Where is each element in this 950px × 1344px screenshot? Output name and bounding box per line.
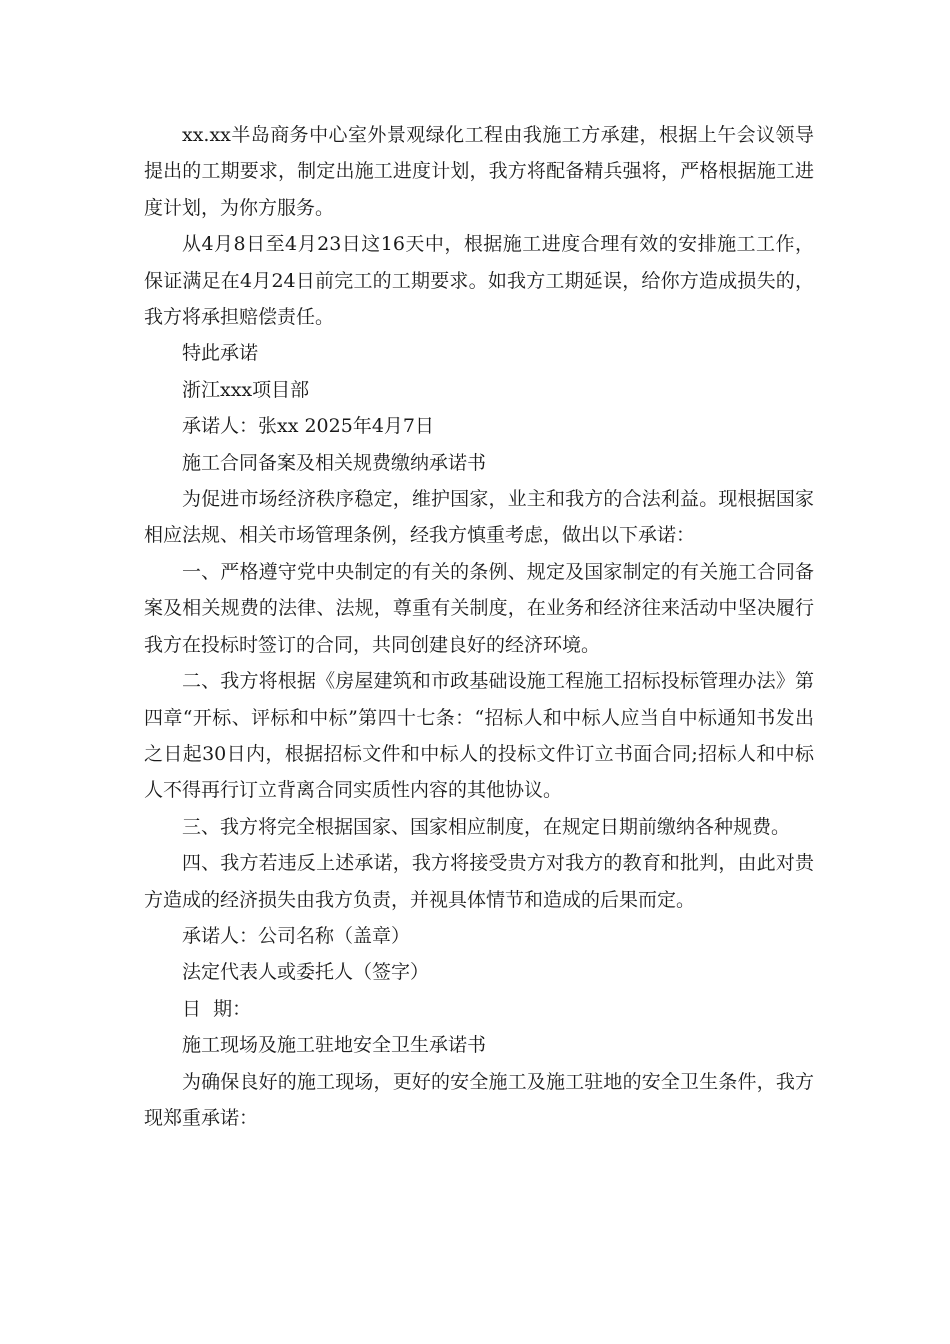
paragraph-item-two: 二、我方将根据《房屋建筑和市政基础设施工程施工招标投标管理办法》第四章“开标、评标和中标”第四十七条：“招标人和中标人应当自中标通知书发出之日起30日内，根据招标文件和中标人的投标文件订立书面合同;招标人和中标人不得再行订立背离合同实质性内容的其他协议。 <box>144 670 814 802</box>
paragraph-safety-intro: 为确保良好的施工现场，更好的安全施工及施工驻地的安全卫生条件，我方现郑重承诺： <box>144 1070 814 1129</box>
paragraph-schedule: 从4月8日至4月23日这16天中，根据施工进度合理有效的安排施工工作，保证满足在4月24日前完工的工期要求。如我方工期延误，给你方造成损失的，我方将承担赔偿责任。 <box>144 233 814 329</box>
paragraph-item-one: 一、严格遵守党中央制定的有关的条例、规定及国家制定的有关施工合同备案及相关规费的法律、法规，尊重有关制度，在业务和经济往来活动中坚决履行我方在投标时签订的合同，共同创建良好的经济环境。 <box>144 560 814 656</box>
paragraph-project-intro: xx.xx半岛商务中心室外景观绿化工程由我施工方承建，根据上午会议领导提出的工期要求，制定出施工进度计划，我方将配备精兵强将，严格根据施工进度计划，为你方服务。 <box>144 124 814 219</box>
paragraph-legal-representative: 法定代表人或委托人（签字） <box>182 961 430 984</box>
paragraph-promisor-date: 承诺人：张xx 2025年4月7日 <box>182 415 435 438</box>
document-body <box>144 117 814 1136</box>
paragraph-item-three: 三、我方将完全根据国家、国家相应制度，在规定日期前缴纳各种规费。 <box>182 815 791 838</box>
paragraph-project-dept: 浙江xxx项目部 <box>182 378 310 401</box>
paragraph-item-four: 四、我方若违反上述承诺，我方将接受贵方对我方的教育和批判，由此对贵方造成的经济损失由我方负责，并视具体情节和造成的后果而定。 <box>144 852 814 911</box>
paragraph-purpose: 为促进市场经济秩序稳定，维护国家，业主和我方的合法利益。现根据国家相应法规、相关市场管理条例，经我方慎重考虑，做出以下承诺： <box>144 488 814 547</box>
section-title-contract-filing: 施工合同备案及相关规费缴纳承诺书 <box>182 451 487 474</box>
paragraph-hereby-promise: 特此承诺 <box>182 342 259 365</box>
paragraph-date-field: 日 期： <box>182 997 252 1020</box>
paragraph-promisor-company: 承诺人：公司名称（盖章） <box>182 924 411 947</box>
section-title-site-safety: 施工现场及施工驻地安全卫生承诺书 <box>182 1034 487 1057</box>
